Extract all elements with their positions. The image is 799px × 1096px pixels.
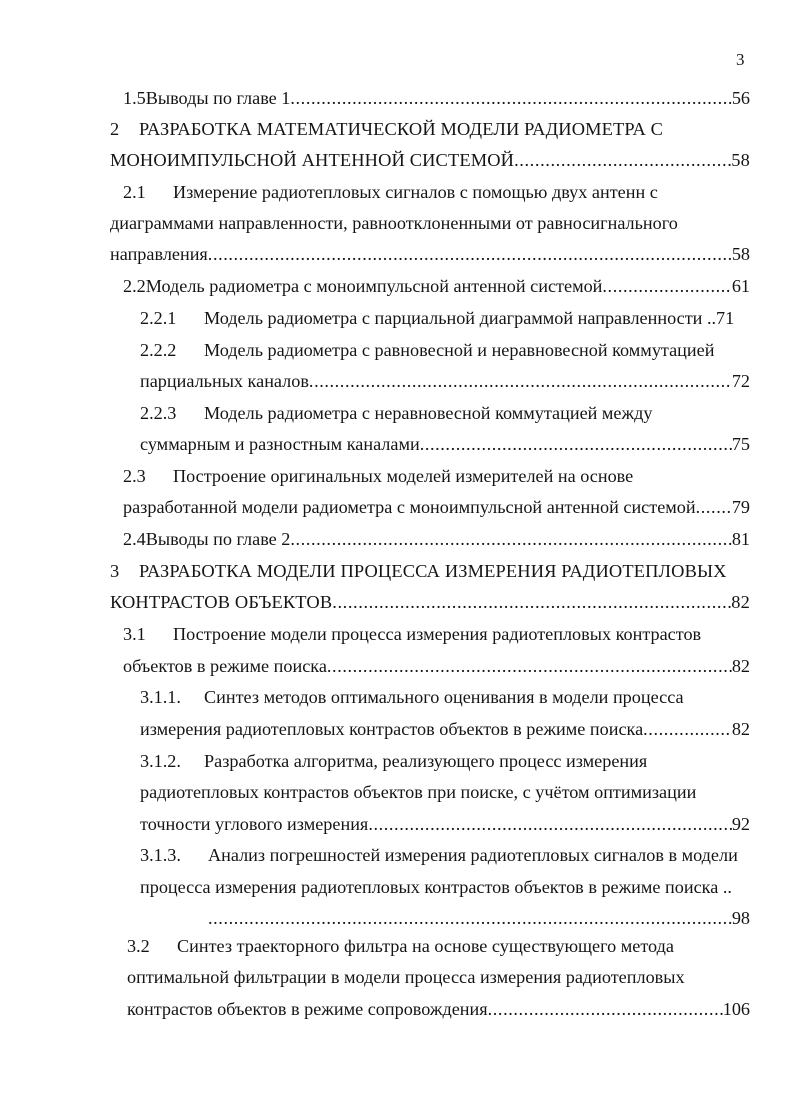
- toc-entry-title: РАЗРАБОТКА МАТЕМАТИЧЕСКОЙ МОДЕЛИ РАДИОМЕТРА С: [139, 119, 664, 139]
- toc-entry-1-5[interactable]: [123, 86, 750, 110]
- toc-entry-title-cont: суммарным и разностным каналами: [140, 434, 420, 454]
- toc-entry-number: 2.2.1: [140, 308, 177, 328]
- toc-entry-title: Синтез методов оптимального оценивания в модели процесса: [204, 687, 684, 707]
- toc-entry-page: 61: [731, 276, 750, 296]
- toc-entry-title: Выводы по главе 2: [145, 529, 291, 549]
- toc-entry-3-1-3[interactable]: [208, 906, 750, 930]
- leader-dots: [208, 242, 732, 266]
- leader-dots: [327, 654, 732, 678]
- toc-entry-number: 2.4: [123, 529, 146, 549]
- toc-entry-title-cont: КОНТРАСТОВ ОБЪЕКТОВ: [110, 592, 333, 612]
- leader-dots: [602, 274, 731, 298]
- toc-entry-title-cont: процесса измерения радиотепловых контрастов объектов в режиме поиска ..: [140, 877, 732, 897]
- toc-chapter-2-heading[interactable]: [110, 117, 663, 141]
- toc-entry-title-cont: радиотепловых контрастов объектов при поиске, с учётом оптимизации: [140, 782, 697, 802]
- toc-entry-number: 3: [110, 561, 120, 581]
- toc-entry-3-1-1[interactable]: [140, 717, 750, 741]
- toc-entry-number: 2: [110, 119, 120, 139]
- toc-entry-number: 3.1.2.: [140, 751, 181, 771]
- toc-entry-page: 98: [731, 908, 750, 928]
- toc-entry-2-3[interactable]: [123, 495, 750, 519]
- toc-entry-title: Модель радиометра с равновесной и неравновесной коммутацией: [204, 340, 715, 360]
- toc-entry-title-cont: точности углового измерения: [140, 814, 369, 834]
- toc-entry-page: 71: [716, 308, 735, 328]
- toc-entry-number: 2.2.3: [140, 403, 177, 423]
- toc-chapter-2[interactable]: [110, 148, 750, 172]
- toc-entry-title-cont: контрастов объектов в режиме сопровождения: [127, 999, 488, 1019]
- toc-entry-2-2-1[interactable]: [140, 306, 734, 330]
- toc-entry-title: РАЗРАБОТКА МОДЕЛИ ПРОЦЕССА ИЗМЕРЕНИЯ РАДИОТЕПЛОВЫХ: [139, 561, 727, 581]
- toc-entry-2-1[interactable]: [110, 242, 750, 266]
- toc-entry-title: Выводы по главе 1: [145, 88, 291, 108]
- toc-entry-number: 2.3: [123, 466, 146, 486]
- toc-entry-title: Построение модели процесса измерения радиотепловых контрастов: [173, 624, 702, 644]
- toc-entry-3-1-3-line2: [140, 875, 732, 899]
- page-number: 3: [736, 50, 745, 69]
- toc-entry-number: 2.2.2: [140, 340, 177, 360]
- toc-entry-3-2[interactable]: [127, 997, 750, 1021]
- toc-entry-page: 58: [731, 244, 750, 264]
- toc-chapter-3[interactable]: [110, 590, 750, 614]
- toc-entry-2-1-line2: [110, 211, 678, 235]
- toc-entry-page: 82: [731, 656, 750, 676]
- toc-entry-title: Измерение радиотепловых сигналов с помощью двух антенн с: [173, 182, 658, 202]
- toc-entry-2-2-3-heading[interactable]: [140, 401, 652, 425]
- toc-entry-page: 72: [731, 371, 750, 391]
- toc-entry-page: 92: [731, 814, 750, 834]
- toc-entry-title-cont: МОНОИМПУЛЬСНОЙ АНТЕННОЙ СИСТЕМОЙ: [110, 150, 515, 170]
- toc-entry-title: Построение оригинальных моделей измерителей на основе: [173, 466, 634, 486]
- toc-entry-page: 75: [731, 434, 750, 454]
- toc-entry-title-cont: диаграммами направленности, равноотклоненными от равносигнального: [110, 213, 678, 233]
- leader-dots: [290, 527, 731, 551]
- toc-entry-number: 2.1: [123, 182, 146, 202]
- toc-entry-title: Модель радиометра с парциальной диаграммой направленности ..: [204, 308, 717, 328]
- leader-dots: [514, 148, 731, 172]
- toc-entry-page: 58: [731, 150, 750, 170]
- toc-entry-title: Синтез траекторного фильтра на основе существующего метода: [177, 936, 674, 956]
- toc-entry-2-3-heading[interactable]: [123, 464, 633, 488]
- toc-entry-number: 2.2: [123, 276, 146, 296]
- toc-entry-2-2-2[interactable]: [140, 369, 750, 393]
- leader-dots: [309, 369, 732, 393]
- toc-entry-3-1-2-line2: [140, 780, 696, 804]
- toc-entry-3-1-heading[interactable]: [123, 622, 701, 646]
- toc-entry-page: 106: [722, 999, 750, 1019]
- toc-entry-2-2[interactable]: [123, 274, 750, 298]
- toc-entry-3-1-1-heading[interactable]: [140, 685, 684, 709]
- toc-entry-2-2-3[interactable]: [140, 432, 750, 456]
- leader-dots: [290, 86, 731, 110]
- leader-dots: [643, 717, 732, 741]
- toc-entry-title: Разработка алгоритма, реализующего процесс измерения: [204, 751, 648, 771]
- leader-dots: [420, 432, 732, 456]
- toc-entry-3-1-2-heading[interactable]: [140, 749, 647, 773]
- leader-dots: [332, 590, 731, 614]
- toc-entry-title-cont: парциальных каналов: [140, 371, 309, 391]
- toc-entry-page: 82: [731, 719, 750, 739]
- toc-chapter-3-heading[interactable]: [110, 559, 727, 583]
- toc-entry-title-cont: направления: [110, 244, 208, 264]
- toc-entry-2-2-2-heading[interactable]: [140, 338, 714, 362]
- toc-entry-title-cont: оптимальной фильтрации в модели процесса измерения радиотепловых: [127, 967, 685, 987]
- toc-entry-title: Модель радиометра с моноимпульсной антенной системой: [145, 276, 603, 296]
- toc-entry-title-cont: измерения радиотепловых контрастов объектов в режиме поиска: [140, 719, 644, 739]
- toc-entry-title-cont: объектов в режиме поиска: [123, 656, 327, 676]
- toc-entry-page: 56: [731, 88, 750, 108]
- toc-entry-page: 82: [731, 592, 750, 612]
- toc-entry-number: 1.5: [123, 88, 146, 108]
- leader-dots: [488, 997, 723, 1021]
- toc-entry-title: Модель радиометра с неравновесной коммутацией между: [204, 403, 653, 423]
- toc-entry-2-1-heading[interactable]: [123, 180, 658, 204]
- toc-entry-page: 81: [731, 529, 750, 549]
- toc-entry-title-cont: разработанной модели радиометра с моноимпульсной антенной системой: [123, 497, 696, 517]
- toc-entry-3-1-3-heading[interactable]: [140, 843, 738, 867]
- toc-entry-3-2-heading[interactable]: [127, 934, 674, 958]
- toc-entry-number: 3.1: [123, 624, 146, 644]
- toc-entry-3-1-2[interactable]: [140, 812, 750, 836]
- toc-entry-title: Анализ погрешностей измерения радиотепловых сигналов в модели: [208, 845, 738, 865]
- toc-entry-3-1[interactable]: [123, 654, 750, 678]
- toc-entry-page: 79: [731, 497, 750, 517]
- leader-dots: [696, 495, 732, 519]
- toc-entry-number: 3.1.3.: [140, 845, 181, 865]
- toc-entry-number: 3.1.1.: [140, 687, 181, 707]
- toc-entry-3-2-line2: [127, 965, 685, 989]
- toc-entry-number: 3.2: [127, 936, 150, 956]
- toc-entry-2-4[interactable]: [123, 527, 750, 551]
- leader-dots: [368, 812, 732, 836]
- leader-dots: [208, 906, 732, 930]
